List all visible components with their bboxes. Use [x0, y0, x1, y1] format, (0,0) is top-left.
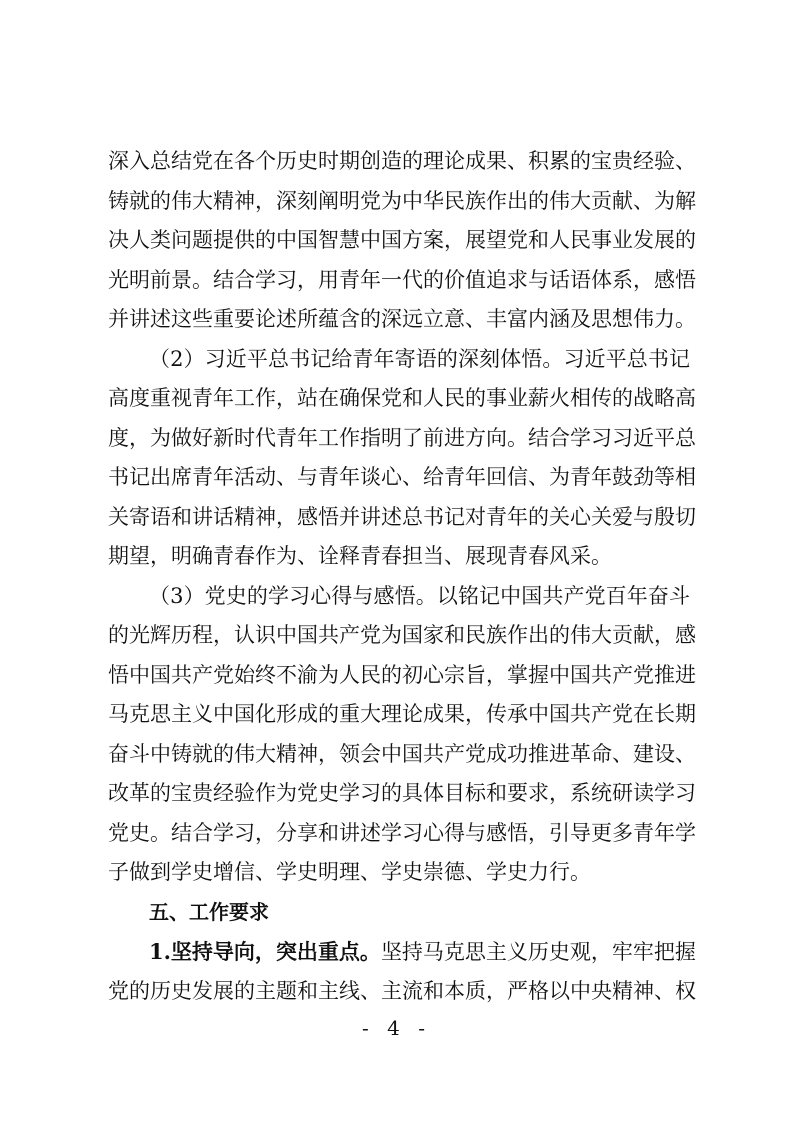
text-line: 深入总结党在各个历史时期创造的理论成果、积累的宝贵经验、: [108, 149, 696, 173]
item-1-title: 1.坚持导向，突出重点。: [149, 939, 381, 964]
text-line: 悟中国共产党始终不渝为人民的初心宗旨，掌握中国共产党推进: [108, 662, 696, 687]
text-line: 铸就的伟大精神，深刻阐明党为中华民族作出的伟大贡献、为解: [108, 188, 696, 213]
text-line: 子做到学史增信、学史明理、学史崇德、学史力行。: [108, 860, 591, 884]
page-number: - 4 -: [362, 1016, 431, 1040]
paragraph-start-3: （3）党史的学习心得与感悟。以铭记中国共产党百年奋斗: [149, 583, 690, 608]
text-line: 关寄语和讲话精神，感悟并讲述总书记对青年的关心关爱与殷切: [108, 504, 696, 529]
text-line: 马克思主义中国化形成的重大理论成果，传承中国共产党在长期: [108, 702, 696, 726]
item-1-line: [108, 932, 696, 972]
text-line: 期望，明确青春作为、诠释青春担当、展现青春风采。: [108, 544, 612, 568]
text-line: 奋斗中铸就的伟大精神，领会中国共产党成功推进革命、建设、: [108, 741, 696, 766]
text-line: 书记出席青年活动、与青年谈心、给青年回信、为青年鼓劲等相: [108, 465, 696, 489]
text-line: 并讲述这些重要论述所蕴含的深远立意、丰富内涵及思想伟力。: [108, 307, 696, 331]
text-line: 改革的宝贵经验作为党史学习的具体目标和要求，系统研读学习: [108, 781, 696, 805]
text-line: 高度重视青年工作，站在确保党和人民的事业薪火相传的战略高: [108, 386, 696, 410]
text-line: 党史。结合学习，分享和讲述学习心得与感悟，引导更多青年学: [108, 820, 696, 845]
paragraph-start-2: （2）习近平总书记给青年寄语的深刻体悟。习近平总书记: [149, 346, 690, 371]
text-line: 决人类问题提供的中国智慧中国方案，展望党和人民事业发展的: [108, 228, 696, 252]
section-heading: 五、工作要求: [149, 899, 269, 924]
text-line: 的光辉历程，认识中国共产党为国家和民族作出的伟大贡献，感: [108, 623, 696, 647]
item-1-text: 坚持马克思主义历史观，牢牢把握: [380, 940, 696, 964]
text-line: 光明前景。结合学习，用青年一代的价值追求与话语体系，感悟: [108, 267, 696, 292]
text-line: 度，为做好新时代青年工作指明了前进方向。结合学习习近平总: [108, 425, 696, 450]
text-line: 党的历史发展的主题和主线、主流和本质，严格以中央精神、权: [108, 978, 696, 1003]
document-body: [108, 142, 696, 1011]
